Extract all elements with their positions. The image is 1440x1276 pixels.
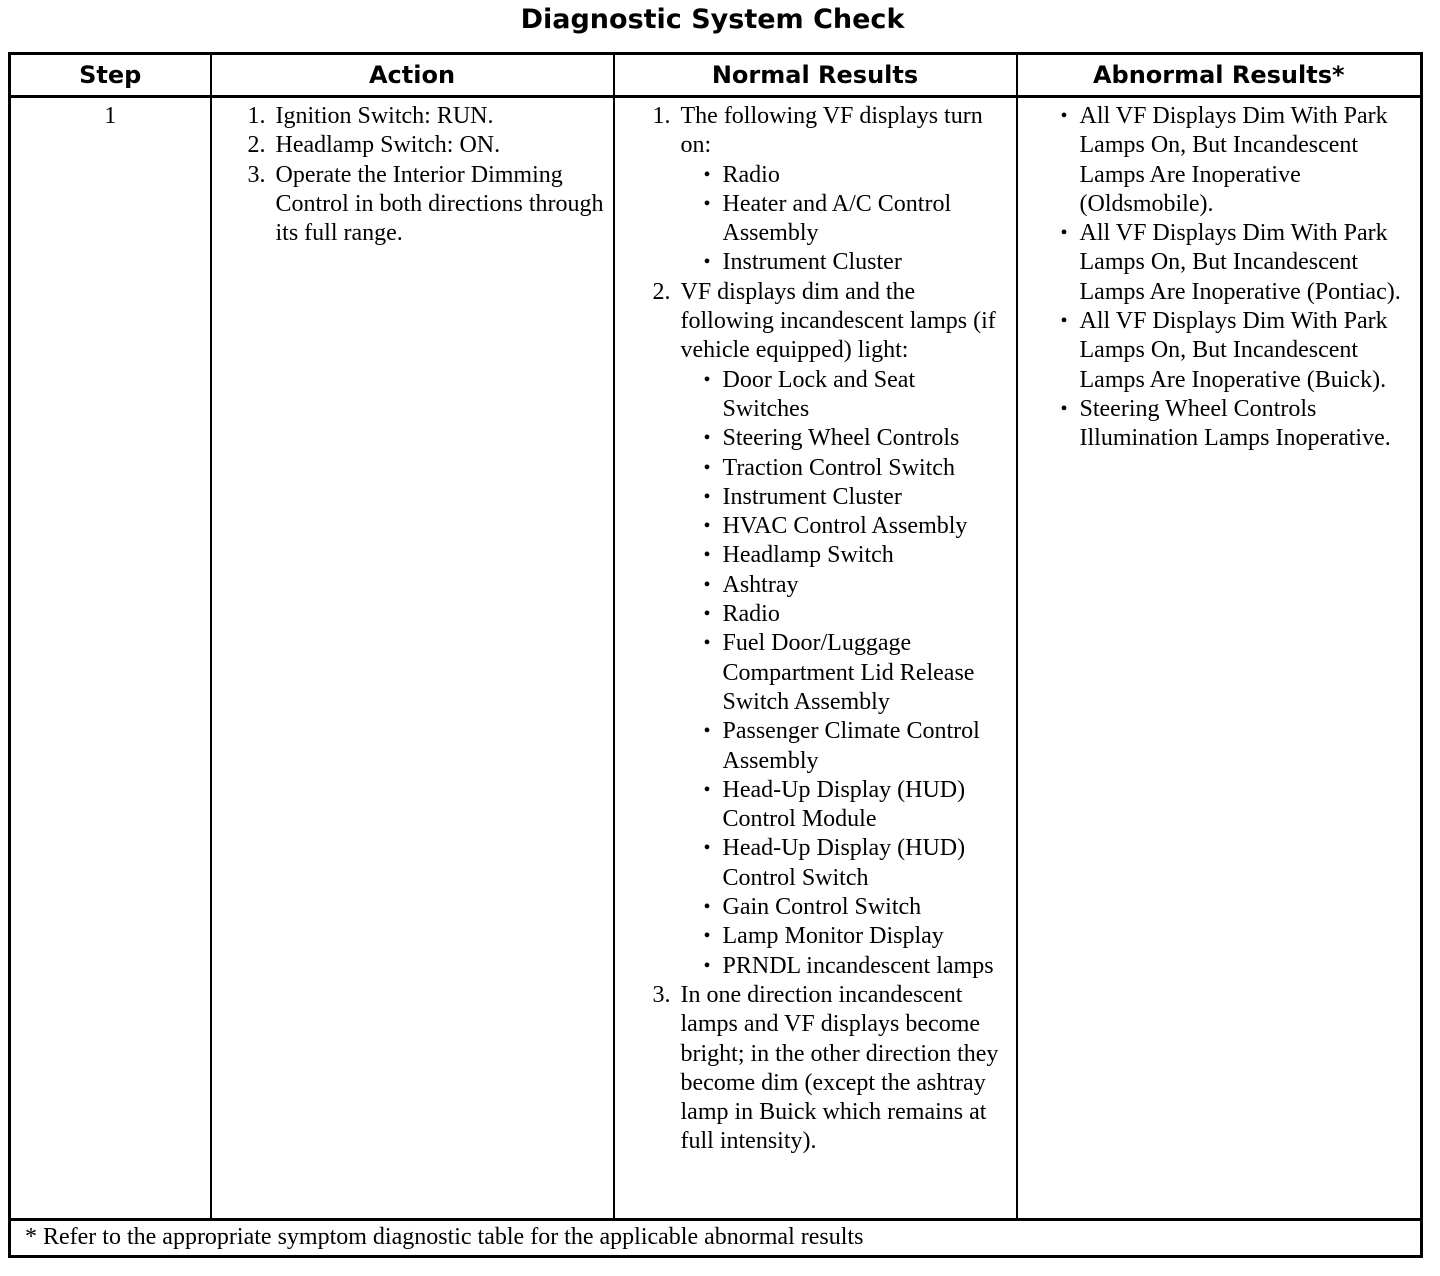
footnote: * Refer to the appropriate symptom diagnostic table for the applicable abnormal results bbox=[10, 1220, 1422, 1257]
page-title: Diagnostic System Check bbox=[520, 4, 905, 35]
table-header-row bbox=[10, 54, 1422, 97]
normal-result-item bbox=[677, 278, 1008, 981]
list-item: • Traction Control Switch bbox=[703, 454, 1008, 483]
normal-result-item bbox=[677, 102, 1008, 278]
vf-display-list bbox=[681, 161, 1008, 278]
list-item: • Door Lock and Seat Switches bbox=[703, 366, 1008, 425]
normal-result-text: The following VF displays turn on: bbox=[680, 103, 983, 159]
step-number-cell: 1 bbox=[10, 97, 211, 1220]
list-item: • Passenger Climate Control Assembly bbox=[703, 717, 1008, 776]
action-item: 1. Ignition Switch: RUN. bbox=[272, 102, 605, 131]
list-item: • Head-Up Display (HUD) Control Module bbox=[703, 776, 1008, 835]
list-item: • Radio bbox=[703, 161, 1008, 190]
column-header-normal-results: Normal Results bbox=[614, 54, 1017, 97]
list-item: • Steering Wheel Controls Illumination Lamps Inoperative. bbox=[1060, 395, 1413, 454]
list-item: • Instrument Cluster bbox=[703, 248, 1008, 277]
abnormal-results-list bbox=[1018, 102, 1421, 454]
list-item: • Radio bbox=[703, 600, 1008, 629]
list-item: • Gain Control Switch bbox=[703, 893, 1008, 922]
list-item: • All VF Displays Dim With Park Lamps On, But Incandescent Lamps Are Inoperative (Buick). bbox=[1060, 307, 1413, 395]
list-item: • Lamp Monitor Display bbox=[703, 922, 1008, 951]
diagnostic-table bbox=[8, 52, 1423, 1258]
normal-results-cell bbox=[614, 97, 1017, 1220]
normal-results-list bbox=[615, 102, 1016, 1157]
action-list bbox=[212, 102, 613, 248]
table-row bbox=[10, 97, 1422, 1220]
list-item: • Heater and A/C Control Assembly bbox=[703, 190, 1008, 249]
column-header-action: Action bbox=[211, 54, 614, 97]
list-item: • All VF Displays Dim With Park Lamps On, But Incandescent Lamps Are Inoperative (Pontiac). bbox=[1060, 219, 1413, 307]
list-item: • Headlamp Switch bbox=[703, 541, 1008, 570]
action-cell bbox=[211, 97, 614, 1220]
incandescent-lamp-list bbox=[681, 366, 1008, 981]
column-header-abnormal-results: Abnormal Results* bbox=[1017, 54, 1422, 97]
abnormal-results-cell bbox=[1017, 97, 1422, 1220]
column-header-step: Step bbox=[10, 54, 211, 97]
list-item: • Steering Wheel Controls bbox=[703, 424, 1008, 453]
list-item: • Ashtray bbox=[703, 571, 1008, 600]
list-item: • Instrument Cluster bbox=[703, 483, 1008, 512]
action-item: 2. Headlamp Switch: ON. bbox=[272, 131, 605, 160]
list-item: • PRNDL incandescent lamps bbox=[703, 952, 1008, 981]
action-item: 3. Operate the Interior Dimming Control in both directions through its full range. bbox=[272, 161, 605, 249]
footnote-row bbox=[10, 1220, 1422, 1257]
list-item: • HVAC Control Assembly bbox=[703, 512, 1008, 541]
list-item: • All VF Displays Dim With Park Lamps On, But Incandescent Lamps Are Inoperative (Oldsmobile). bbox=[1060, 102, 1413, 219]
list-item: • Fuel Door/Luggage Compartment Lid Release Switch Assembly bbox=[703, 629, 1008, 717]
normal-result-item: 3. In one direction incandescent lamps and VF displays become bright; in the other direction they become dim (except the ashtray lamp in Buick which remains at full intensity). bbox=[677, 981, 1008, 1157]
normal-result-text: VF displays dim and the following incandescent lamps (if vehicle equipped) light: bbox=[680, 278, 996, 364]
list-item: • Head-Up Display (HUD) Control Switch bbox=[703, 834, 1008, 893]
